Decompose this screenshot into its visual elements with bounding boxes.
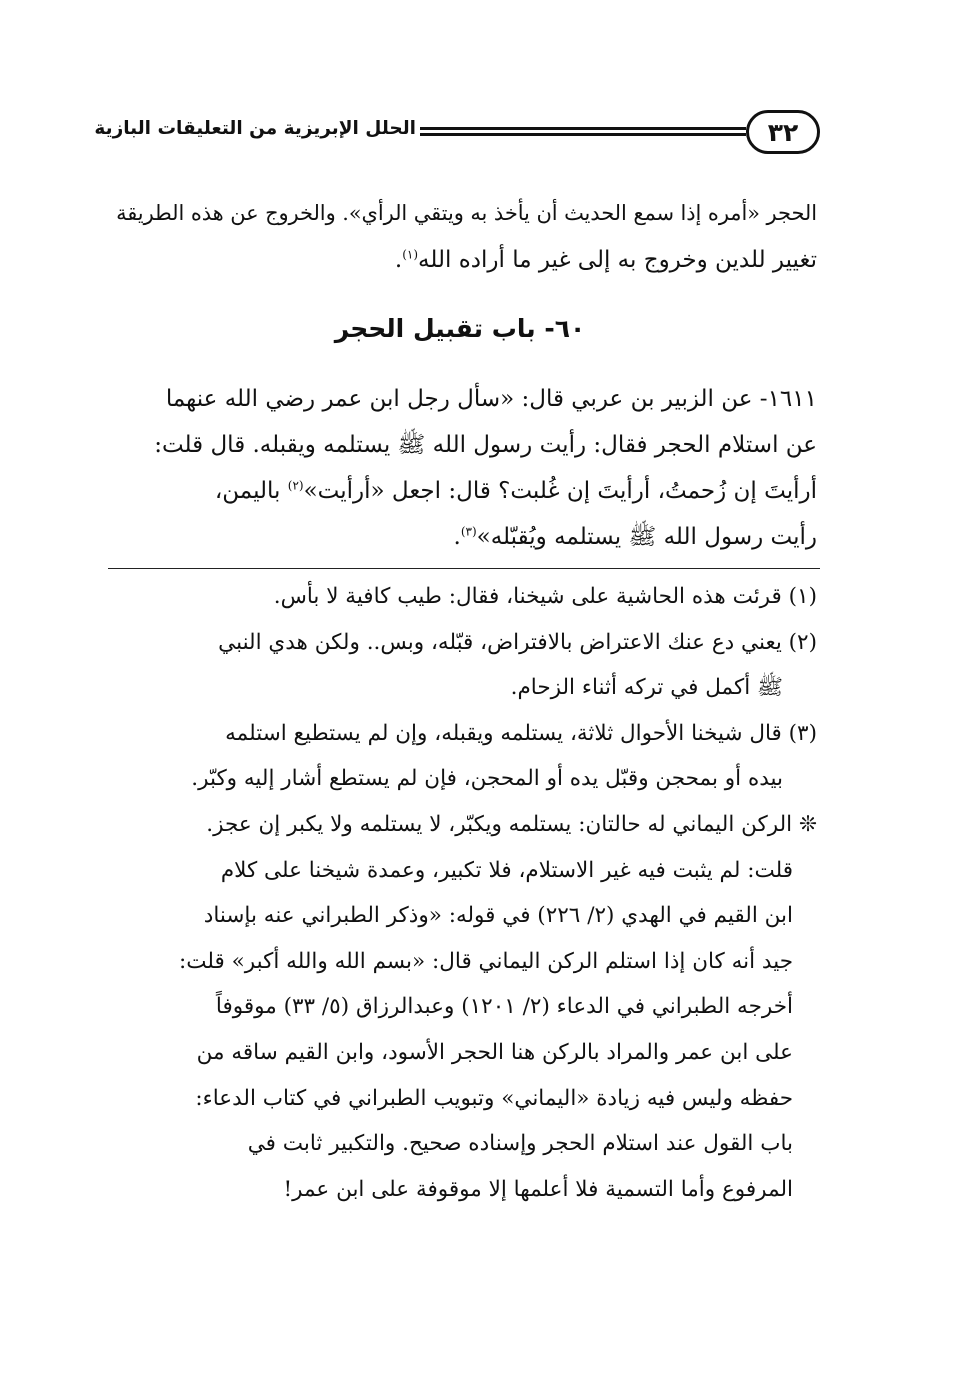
footnote-3-line-2: بيده أو بمحجن وقبّل يده أو المحجن، فإن لم يستطع أشار إليه وكبّر.	[191, 766, 783, 792]
footnote-2-line-1: (٢) يعني دع عنك الاعتراض بالافتراض، قبّله، وبس.. ولكن هدي النبي	[218, 629, 817, 655]
footnote-3-comment-line-5: على ابن عمر والمراد بالركن هنا الحجر الأسود، وابن القيم ساقه من	[196, 1039, 793, 1065]
intro-line-1: الحجر «أمره إذا سمع الحديث أن يأخذ به ويتقي الرأي». والخروج عن هذه الطريقة	[116, 201, 817, 225]
footnote-ref-1: (١)	[402, 247, 419, 262]
footnote-3-comment-line-4: أخرجه الطبراني في الدعاء (٢/ ١٢٠١) وعبدالرزاق (٥/ ٣٣) موقوفاً	[215, 994, 793, 1020]
footnote-3-comment-line-1: قلت: لم يثبت فيه غير الاستلام، فلا تكبير، وعمدة شيخنا على كلام	[220, 857, 793, 883]
intro-line-2-text: تغيير للدين وخروج به إلى غير ما أراده الله	[418, 247, 817, 273]
hadith-line-2: عن استلام الحجر فقال: رأيت رسول الله ﷺ يستلمه ويقبله. قال قلت:	[154, 432, 817, 458]
footnote-2-line-2: ﷺ أكمل في تركه أثناء الزحام.	[510, 675, 783, 701]
intro-line-2-end: .	[394, 247, 403, 273]
header-rule	[420, 127, 746, 136]
footnote-3-comment-line-3: جيد أنه كان إذا استلم الركن اليماني قال: «بسم الله والله أكبر» قلت:	[179, 948, 793, 974]
hadith-line-1: ١٦١١- عن الزبير بن عربي قال: «سأل رجل ابن عمر رضي الله عنهما	[165, 386, 817, 412]
footnote-3-comment-line-6: حفظه وليس فيه زيادة «اليماني» وتبويب الطبراني في كتاب الدعاء:	[195, 1085, 793, 1111]
footnote-3-comment-line-7: باب القول عند استلام الحجر وإسناده صحيح. والتكبير ثابت في	[247, 1131, 793, 1157]
footnote-ref-3: (٣)	[460, 524, 477, 539]
hadith-line-3	[109, 468, 817, 514]
hadith-line-3-text: أرأيتَ إن زُحمتُ، أرأيتَ إن غُلبت؟ قال: اجعل «أرأيت»	[303, 478, 817, 504]
footnote-3-line-1: (٣) قال شيخنا الأحوال ثلاثة، يستلمه ويقبله، وإن لم يستطيع استلمه	[225, 720, 817, 746]
footnote-ref-2: (٢)	[287, 478, 304, 493]
hadith-line-3-end: باليمن،	[214, 478, 288, 504]
footnote-1: (١) قرئت هذه الحاشية على شيخنا، فقال: طيب كافية لا بأس.	[273, 584, 817, 609]
hadith-line-4-end: .	[453, 524, 461, 550]
hadith-line-4	[109, 514, 817, 560]
intro-line-2	[109, 237, 817, 284]
book-title: الحلل الإبريزية من التعليقات البازية	[94, 118, 416, 139]
section-title: ٦٠- باب تقبيل الحجر	[334, 314, 586, 343]
hadith-line-4-text: رأيت رسول الله ﷺ يستلمه ويُقبّله»	[476, 524, 817, 550]
footnote-3-comment-line-8: المرفوع وأما التسمية فلا أعلمها إلا موقوفة على ابن عمر!	[283, 1176, 793, 1202]
footnotes	[109, 574, 817, 1212]
page-header	[94, 110, 820, 158]
footnote-3-star-line: ❊ الركن اليماني له حالتان: يستلمه ويكبّر، لا يستلمه ولا يكبر إن عجز.	[206, 811, 817, 837]
page-number: ٣٢	[746, 110, 820, 154]
hadith-paragraph	[109, 376, 817, 560]
intro-paragraph	[109, 190, 817, 284]
footnote-3-comment-line-2: ابن القيم في الهدي (٢/ ٢٢٦) في قوله: «وذكر الطبراني عنه بإسناد	[203, 903, 793, 929]
footnotes-divider	[108, 568, 820, 569]
